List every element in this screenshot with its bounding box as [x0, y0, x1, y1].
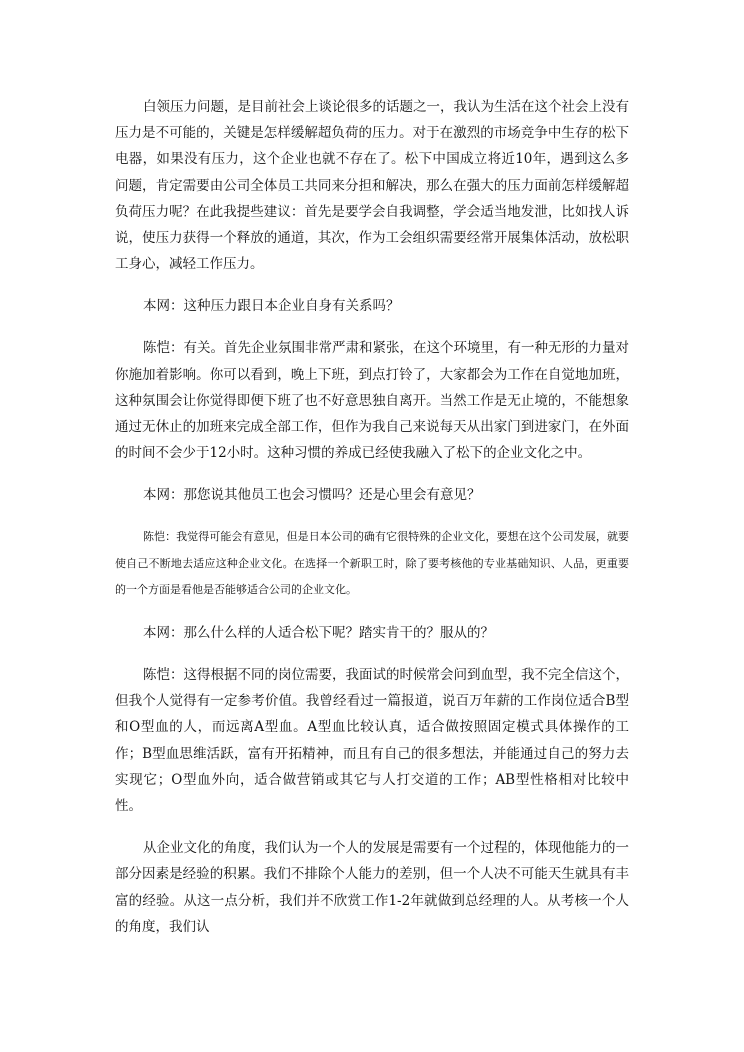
answer-2: 陈恺：我觉得可能会有意见，但是日本公司的确有它很特殊的企业文化，要想在这个公司发展，就要使自己不断地去适应这种企业文化。在选择一个新职工时，除了要考核他的专业基础知识、人品，更重要的一个方面是看他是否能够适合公司的企业文化。 [115, 530, 629, 597]
paragraph-intro: 白领压力问题，是目前社会上谈论很多的话题之一，我认为生活在这个社会上没有压力是不可能的，关键是怎样缓解超负荷的压力。对于在激烈的市场竞争中生存的松下电器，如果没有压力，这个企业也就不存在了。松下中国成立将近10年，遇到这么多问题，肯定需要由公司全体员工共同来分担和解决，那么在强大的压力面前怎样缓解超负荷压力呢？在此我提些建议：首先是要学会自我调整，学会适当地发泄，比如找人诉说，使压力获得一个释放的通道，其次，作为工会组织需要经常开展集体活动，放松职工身心，减轻工作压力。 [115, 99, 629, 273]
paragraph-culture: 从企业文化的角度，我们认为一个人的发展是需要有一个过程的，体现他能力的一部分因素是经验的积累。我们不排除个人能力的差别，但一个人决不可能天生就具有丰富的经验。从这一点分析，我们并不欣赏工作1-2年就做到总经理的人。从考核一个人的角度，我们认 [115, 840, 629, 935]
question-3: 本网：那么什么样的人适合松下呢？踏实肯干的？服从的？ [143, 624, 494, 641]
answer-1: 陈恺：有关。首先企业氛围非常严肃和紧张，在这个环境里，有一种无形的力量对你施加着影响。你可以看到，晚上下班，到点打铃了，大家都会为工作在自觉地加班，这种氛围会让你觉得即便下班了也不好意思独自离开。当然工作是无止境的，不能想象通过无休止的加班来完成全部工作，但作为我自己来说每天从出家门到进家门，在外面的时间不会少于12小时。这种习惯的养成已经使我融入了松下的企业文化之中。 [115, 340, 629, 462]
question-1: 本网：这种压力跟日本企业自身有关系吗？ [143, 298, 400, 315]
answer-3: 陈恺：这得根据不同的岗位需要，我面试的时候常会问到血型，我不完全信这个，但我个人觉得有一定参考价值。我曾经看过一篇报道，说百万年薪的工作岗位适合B型和O型血的人，而远离A型血。A型血比较认真，适合做按照固定模式具体操作的工作；B型血思维活跃，富有开拓精神，而且有自己的很多想法，并能通过自己的努力去实现它；O型血外向，适合做营销或其它与人打交道的工作；AB型性格相对比较中性。 [115, 666, 629, 814]
question-2: 本网：那您说其他员工也会习惯吗？还是心里会有意见？ [143, 487, 481, 504]
